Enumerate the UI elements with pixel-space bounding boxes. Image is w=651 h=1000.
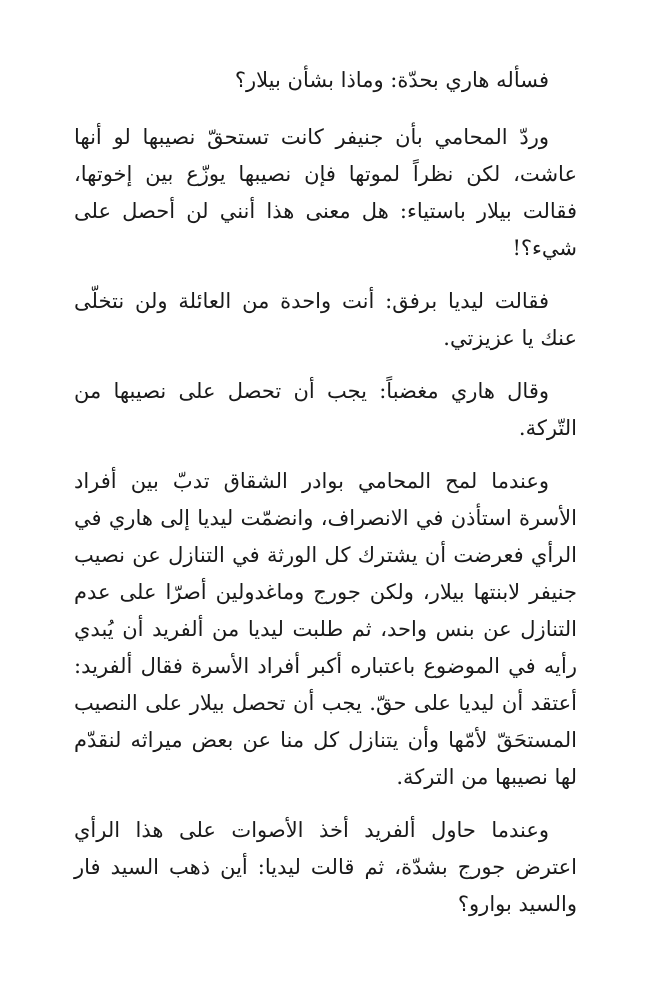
paragraph-1: فسأله هاري بحدّة: وماذا بشأن بيلار؟ (234, 68, 549, 92)
paragraph-5: وعندما لمح المحامي بوادر الشقاق تدبّ بين أفراد الأسرة استأذن في الانصراف، وانضمّت ليديا إلى هاري في الرأي فعرضت أن يشترك كل الورثة في التنازل عن نصيب جنيفر لابنتها بيلار، ولكن جورج وماغدولين أصرّا على عدم التنازل عن بنس واحد، ثم طلبت ليديا من ألفريد أن يُبدي رأيه في الموضوع باعتباره أكبر أفراد الأسرة فقال ألفريد: أعتقد أن ليديا على حقّ. يجب أن تحصل بيلار على النصيب المستحَقّ لأمّها وأن يتنازل كل منا عن بعض ميراثه لنقدّم لها نصيبها من التركة. (74, 469, 577, 789)
paragraph-3: فقالت ليديا برفق: أنت واحدة من العائلة ولن نتخلّى عنك يا عزيزتي. (74, 289, 577, 350)
paragraph-4: وقال هاري مغضباً: يجب أن تحصل على نصيبها من التّركة. (74, 379, 577, 440)
paragraph-6: وعندما حاول ألفريد أخذ الأصوات على هذا الرأي اعترض جورج بشدّة، ثم قالت ليديا: أين ذهب السيد فار والسيد بوارو؟ (74, 818, 577, 916)
paragraph-2: وردّ المحامي بأن جنيفر كانت تستحقّ نصيبها لو أنها عاشت، لكن نظراً لموتها فإن نصيبها يوزّع بين إخوتها، فقالت بيلار باستياء: هل معنى هذا أنني لن أحصل على شيء؟! (74, 125, 577, 260)
